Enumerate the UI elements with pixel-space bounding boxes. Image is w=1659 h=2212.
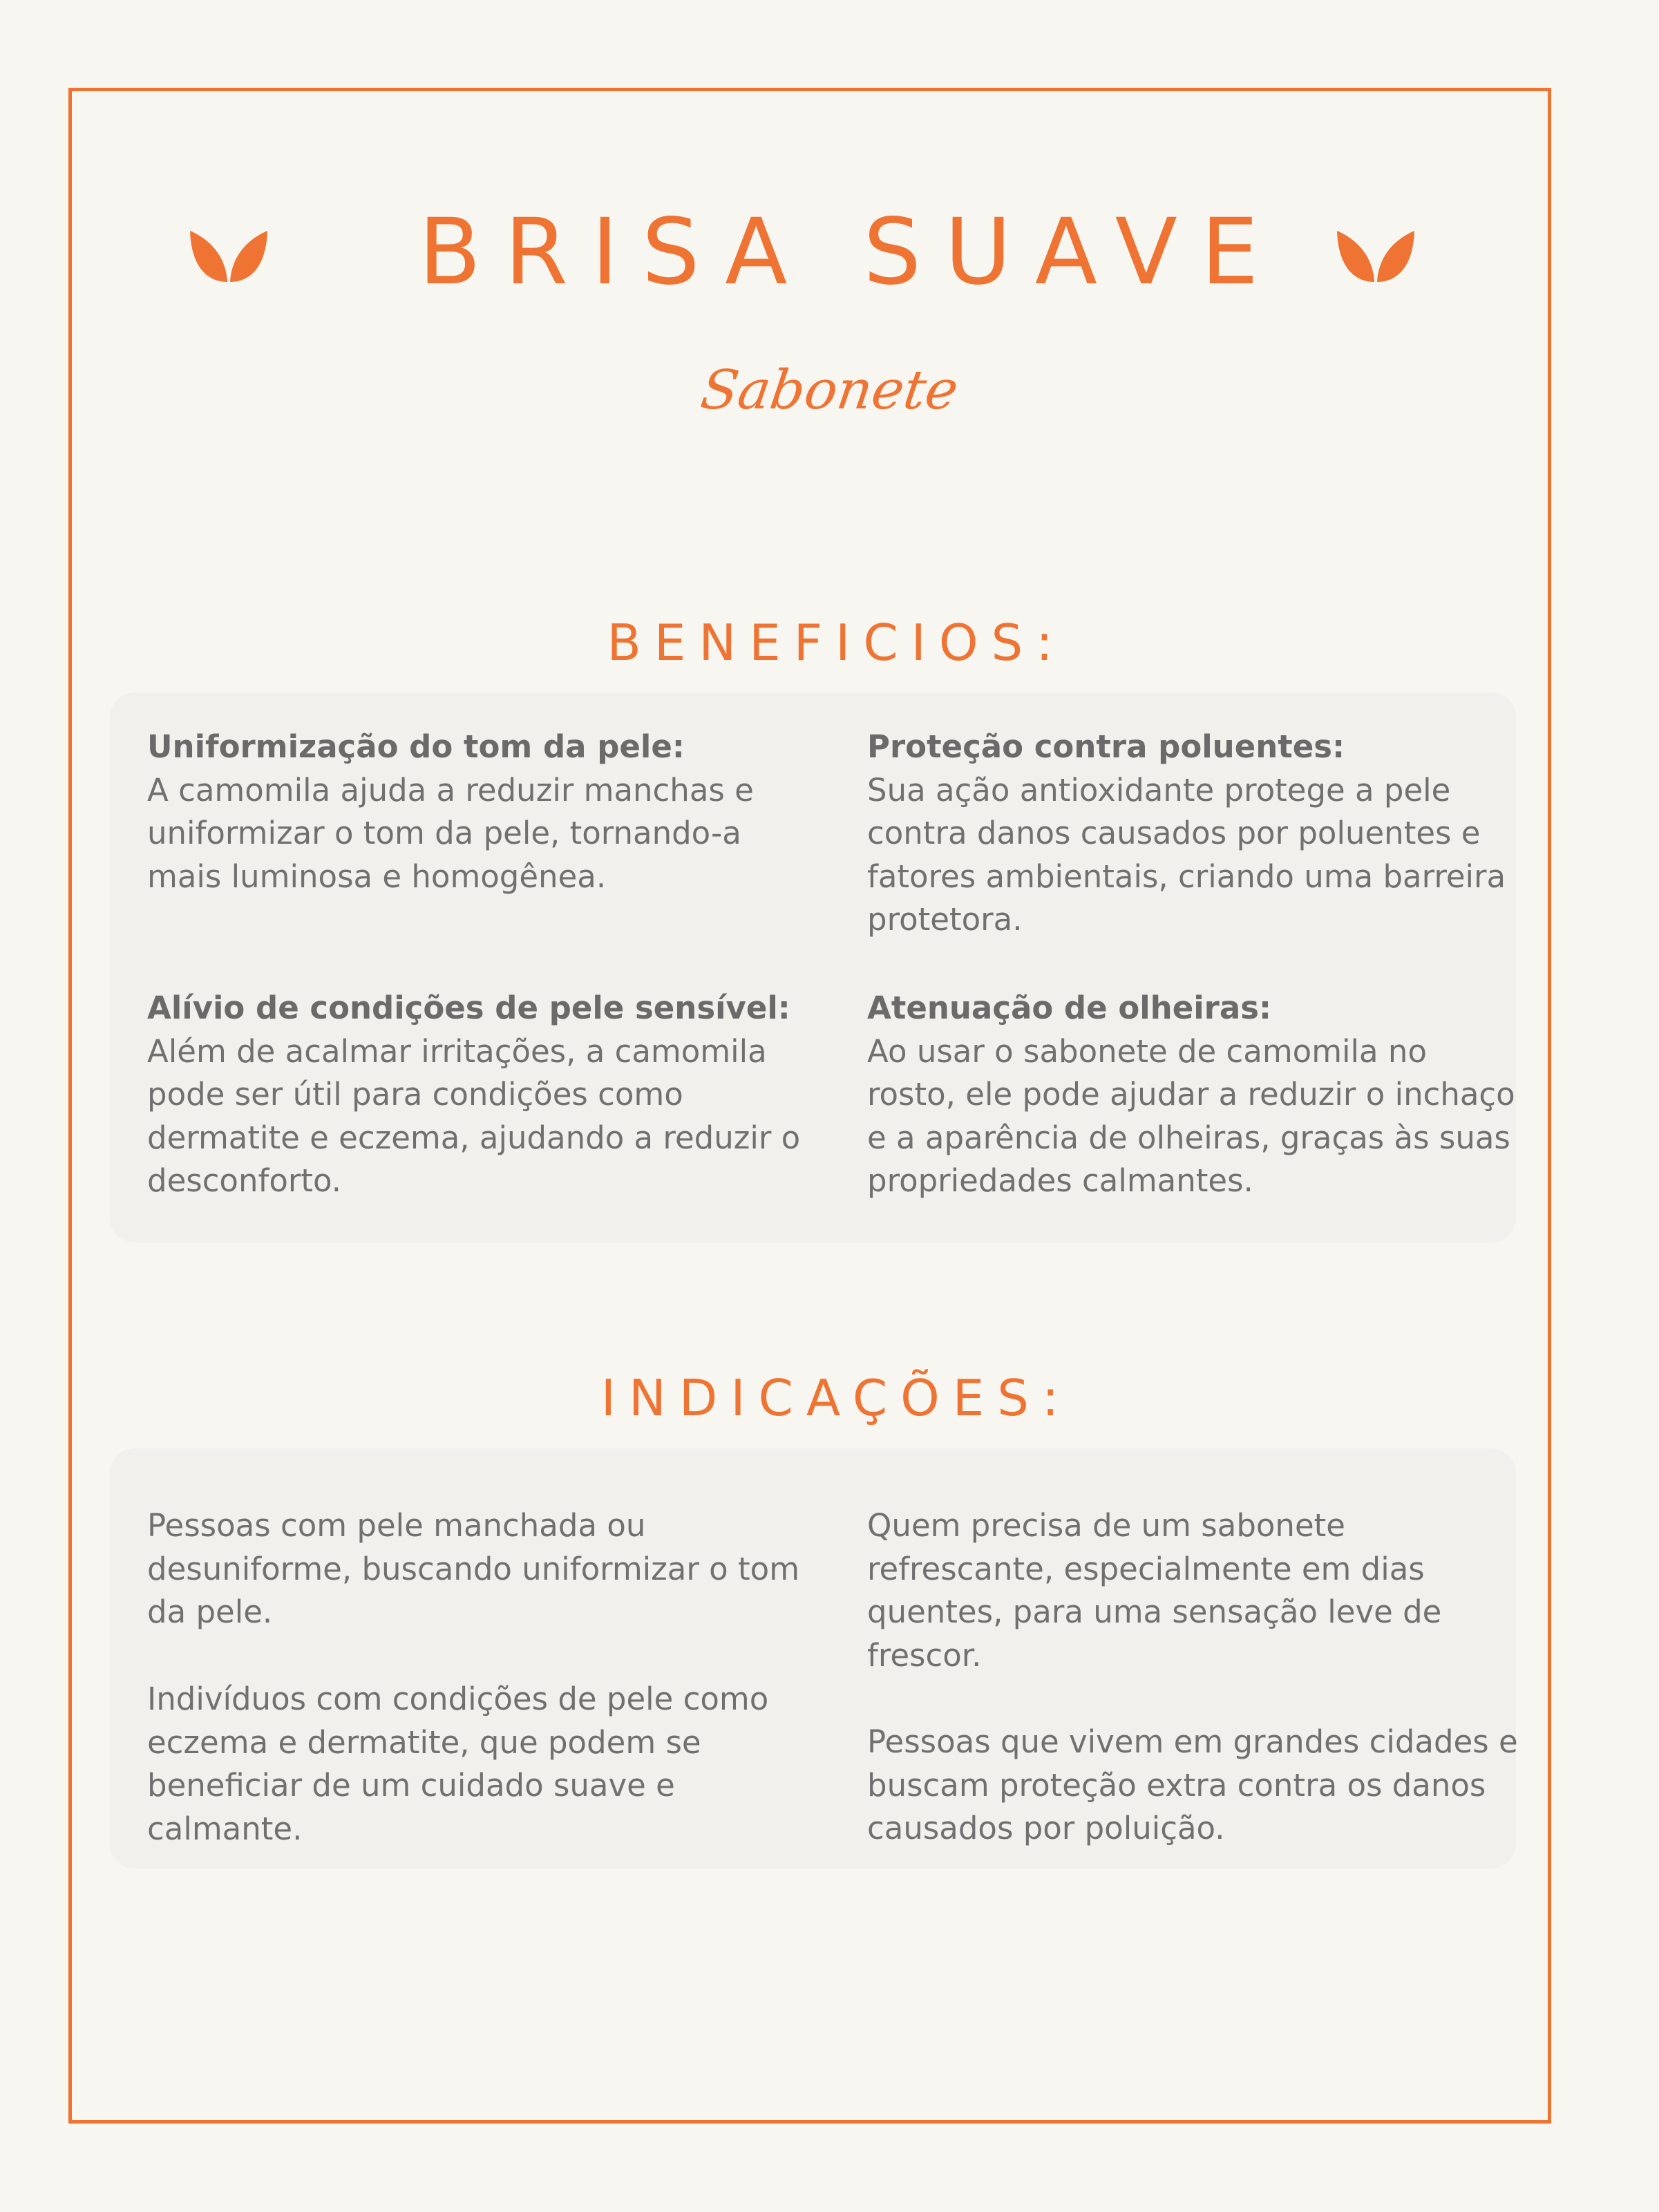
beneficio-title: Uniformização do tom da pele:	[147, 728, 685, 765]
beneficio-item	[147, 726, 810, 898]
indicacao-item	[867, 1504, 1524, 1677]
beneficios-heading: BENEFICIOS:	[607, 614, 1066, 672]
indicacao-text: Indivíduos com condições de pele como eczema e dermatite, que podem se beneficiar de um cuidado suave e calmante.	[147, 1681, 769, 1847]
beneficio-title: Alívio de condições de pele sensível:	[147, 990, 790, 1026]
beneficio-item	[867, 987, 1524, 1203]
beneficio-item	[867, 726, 1524, 942]
beneficio-item	[147, 987, 810, 1203]
beneficio-text: Ao usar o sabonete de camomila no rosto, ele pode ajudar a reduzir o inchaço e a aparência de olheiras, graças às suas propriedades calmantes.	[867, 1032, 1515, 1199]
indicacao-item	[147, 1504, 810, 1634]
beneficio-text: A camomila ajuda a reduzir manchas e uniformizar o tom da pele, tornando-a mais luminosa e homogênea.	[147, 771, 754, 895]
beneficio-title: Atenuação de olheiras:	[867, 990, 1271, 1026]
page-subtitle: Sabonete	[696, 359, 963, 422]
page-title: BRISA SUAVE	[418, 199, 1282, 305]
indicacoes-heading: INDICAÇÕES:	[600, 1369, 1072, 1427]
indicacao-item	[147, 1678, 810, 1851]
beneficio-text: Sua ação antioxidante protege a pele contra danos causados por poluentes e fatores ambientais, criando uma barreira protetora.	[867, 771, 1506, 938]
beneficio-title: Proteção contra poluentes:	[867, 728, 1345, 765]
indicacao-text: Pessoas com pele manchada ou desuniforme, buscando uniformizar o tom da pele.	[147, 1507, 800, 1630]
indicacao-text: Quem precisa de um sabonete refrescante, especialmente em dias quentes, para uma sensação leve de frescor.	[867, 1507, 1442, 1674]
indicacao-item	[867, 1721, 1524, 1851]
indicacao-text: Pessoas que vivem em grandes cidades e buscam proteção extra contra os danos causados por poluição.	[867, 1723, 1518, 1846]
beneficio-text: Além de acalmar irritações, a camomila pode ser útil para condições como dermatite e eczema, ajudando a reduzir o desconforto.	[147, 1032, 801, 1199]
